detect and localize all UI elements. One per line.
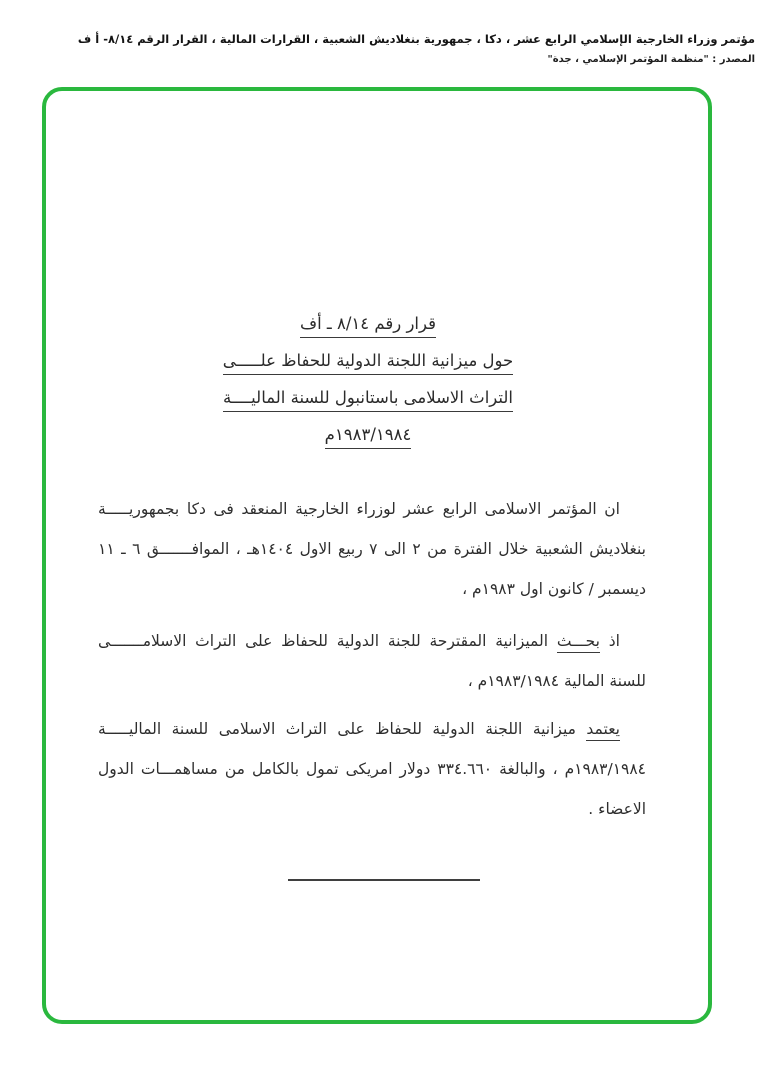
paragraph-text: ميزانية اللجنة الدولية للحفاظ على التراث الاسلامى للسنة الماليـــــة ١٩٨٣/١٩٨٤م ، والبالغة ٣٣٤.٦٦٠ دولار امريكى تمول بالكامل من مساهمـــات الدول الاعضاء . (98, 720, 646, 818)
closing-divider-line (288, 879, 480, 881)
paragraph-lead-underlined: يعتمد (586, 720, 620, 741)
scanned-document-frame (42, 87, 712, 1024)
resolution-title-line (198, 313, 538, 334)
paragraph-lead: ان (596, 500, 620, 518)
paragraph-decision (98, 709, 646, 829)
resolution-title-line (198, 350, 538, 371)
paragraph-text: المؤتمر الاسلامى الرابع عشر لوزراء الخارجية المنعقد فى دكا بجمهوريـــــة بنغلاديش الشعبية خلال الفترة من ٢ الى ٧ ربيع الاول ١٤٠٤هـ ، الموافـــــــق ٦ ـ ١١ ديسمبر / كانون اول ١٩٨٣م ، (98, 500, 646, 598)
paragraph-lead: اذ (600, 632, 620, 650)
resolution-title-line (198, 424, 538, 445)
paragraph-lead-underlined: بحـــث (557, 632, 600, 653)
resolution-subject-line-2: التراث الاسلامى باستانبول للسنة الماليــــة (223, 388, 513, 412)
header-source-line: المصدر : "منظمة المؤتمر الإسلامي ، جدة" (547, 54, 755, 65)
resolution-fiscal-year: ١٩٨٣/١٩٨٤م (325, 425, 412, 449)
paragraph-preamble (98, 489, 646, 609)
resolution-title-block (198, 313, 538, 461)
paragraph-considering (98, 621, 646, 701)
resolution-title-line (198, 387, 538, 408)
resolution-subject-line-1: حول ميزانية اللجنة الدولية للحفاظ علـــــى (223, 351, 514, 375)
resolution-number: قرار رقم ٨/١٤ ـ أف (300, 314, 436, 338)
document-header (70, 32, 755, 65)
header-citation-line: مؤتمر وزراء الخارجية الإسلامي الرابع عشر ، دكا ، جمهورية بنغلاديش الشعبية ، القرارات المالية ، القرار الرقم ٨/١٤- أ ف (77, 32, 755, 46)
paragraph-text: الميزانية المقترحة للجنة الدولية للحفاظ على التراث الاسلامـــــــى للسنة المالية ١٩٨٣/١٩٨٤م ، (98, 632, 646, 690)
